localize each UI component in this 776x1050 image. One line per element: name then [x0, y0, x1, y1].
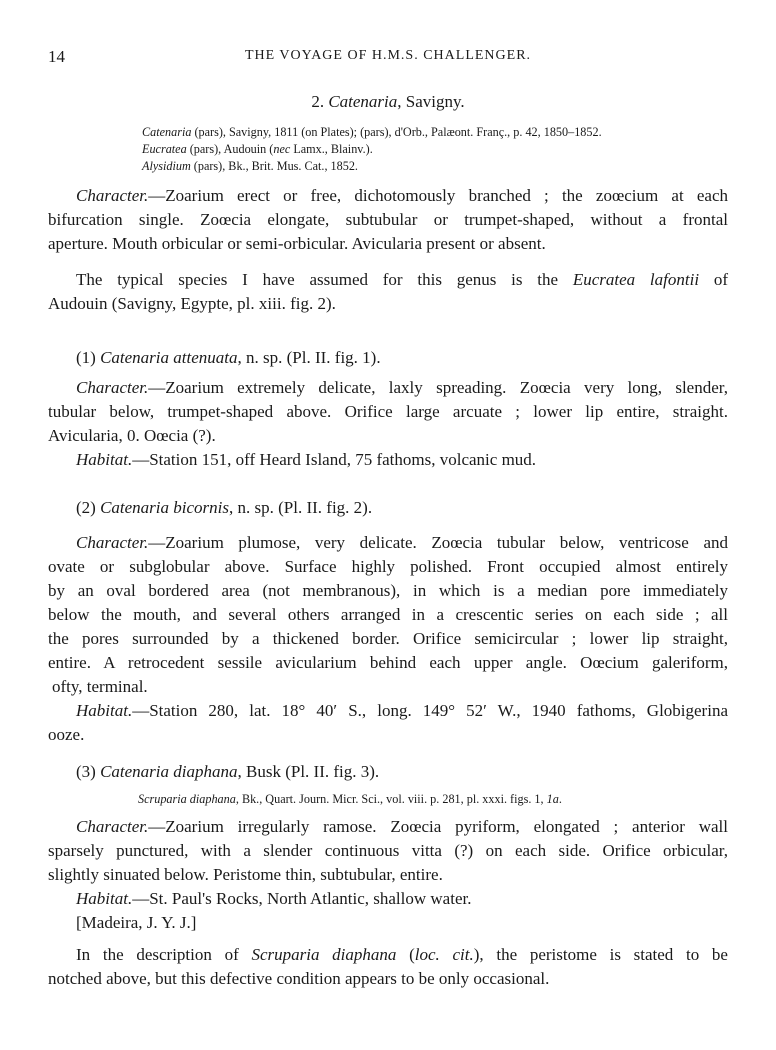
species-2-habitat: Habitat.—Station 280, lat. 18° 40′ S., long. 149° 52′ W., 1940 fathoms, Globigerina [76, 701, 728, 720]
synonym-line: Eucratea (pars), Audouin (nec Lamx., Blainv.). [142, 142, 373, 156]
species-1-character: Character.—Zoarium extremely delicate, laxly spreading. Zoœcia very long, slender, tubular below, trumpet-shaped above. Orifice large arcuate ; lower lip entire, straight. Avicularia, 0. Oœcia (?). Habitat.—Station 151, off Heard Island, 75 fathoms, volcanic mud. [48, 376, 728, 472]
genus-synonymy [142, 124, 742, 175]
running-title: THE VOYAGE OF H.M.S. CHALLENGER. [244, 48, 532, 63]
genus-heading: 2. Catenaria, Savigny. [311, 92, 465, 111]
species-3-habitat: Habitat.—St. Paul's Rocks, North Atlantic, shallow water. [76, 889, 472, 908]
type-species-paragraph: The typical species I have assumed for this genus is the Eucratea lafontii of Audouin (Savigny, Egypte, pl. xiii. fig. 2). [48, 270, 728, 313]
species-3-character: Character.—Zoarium irregularly ramose. Zoœcia pyriform, elongated ; anterior wall sparsely punctured, with a slender continuous vitta (?) on each side. Orifice orbicular, slightly sinuated below. Peristome thin, subtubular, entire. Habitat.—St. Paul's Rocks, North Atlantic, shallow water. [Madeira, J. Y. J.] [48, 815, 728, 935]
species-3-heading: (3) Catenaria diaphana, Busk (Pl. II. fig. 3). [76, 762, 380, 781]
species-3-note: [Madeira, J. Y. J.] [76, 913, 197, 932]
closing-paragraph: In the description of Scruparia diaphana (loc. cit.), the peristome is stated to be notched above, but this defective condition appears to be only occasional. [48, 945, 728, 988]
page-header [48, 47, 728, 69]
species-2-heading: (2) Catenaria bicornis, n. sp. (Pl. II. fig. 2). [76, 498, 373, 517]
species-2-character: Character.—Zoarium plumose, very delicate. Zoœcia tubular below, ventricose and ovate or subglobular above. Surface highly polished. Front occupied almost entirely by an oval bordered area (not membranous), in which is a median pore immediately below the mouth, and several others arranged in a crescentic series on each side ; all the pores surrounded by a thickened border. Orifice semicircular ; lower lip straight, entire. A retrocedent sessile avicularium behind each upper angle. Oœcium galeriform, ofty, terminal. Habitat.—Station 280, lat. 18° 40′ S., long. 149° 52′ W., 1940 fathoms, Globigerina ooze. [48, 533, 728, 744]
page-number: 14 [48, 47, 65, 66]
synonym-line: Alysidium (pars), Bk., Brit. Mus. Cat., 1852. [142, 159, 358, 173]
genus-character-paragraph: Character.—Zoarium erect or free, dichotomously branched ; the zoœcium at each bifurcation single. Zoœcia elongate, subtubular or trumpet-shaped, without a frontal aperture. Mouth orbicular or semi-orbicular. Avicularia present or absent. [48, 186, 728, 253]
genus-name: Catenaria [328, 92, 398, 111]
species-1-heading: (1) Catenaria attenuata, n. sp. (Pl. II. fig. 1). [76, 348, 381, 367]
species-1-habitat: Habitat.—Station 151, off Heard Island, 75 fathoms, volcanic mud. [76, 450, 537, 469]
synonym-line: Catenaria (pars), Savigny, 1811 (on Plates); (pars), d'Orb., Palæont. Franç., p. 42, 1850–1852. [142, 125, 602, 139]
species-3-synonym: Scruparia diaphana, Bk., Quart. Journ. Micr. Sci., vol. viii. p. 281, pl. xxxi. figs. 1, 1a. [138, 792, 562, 806]
